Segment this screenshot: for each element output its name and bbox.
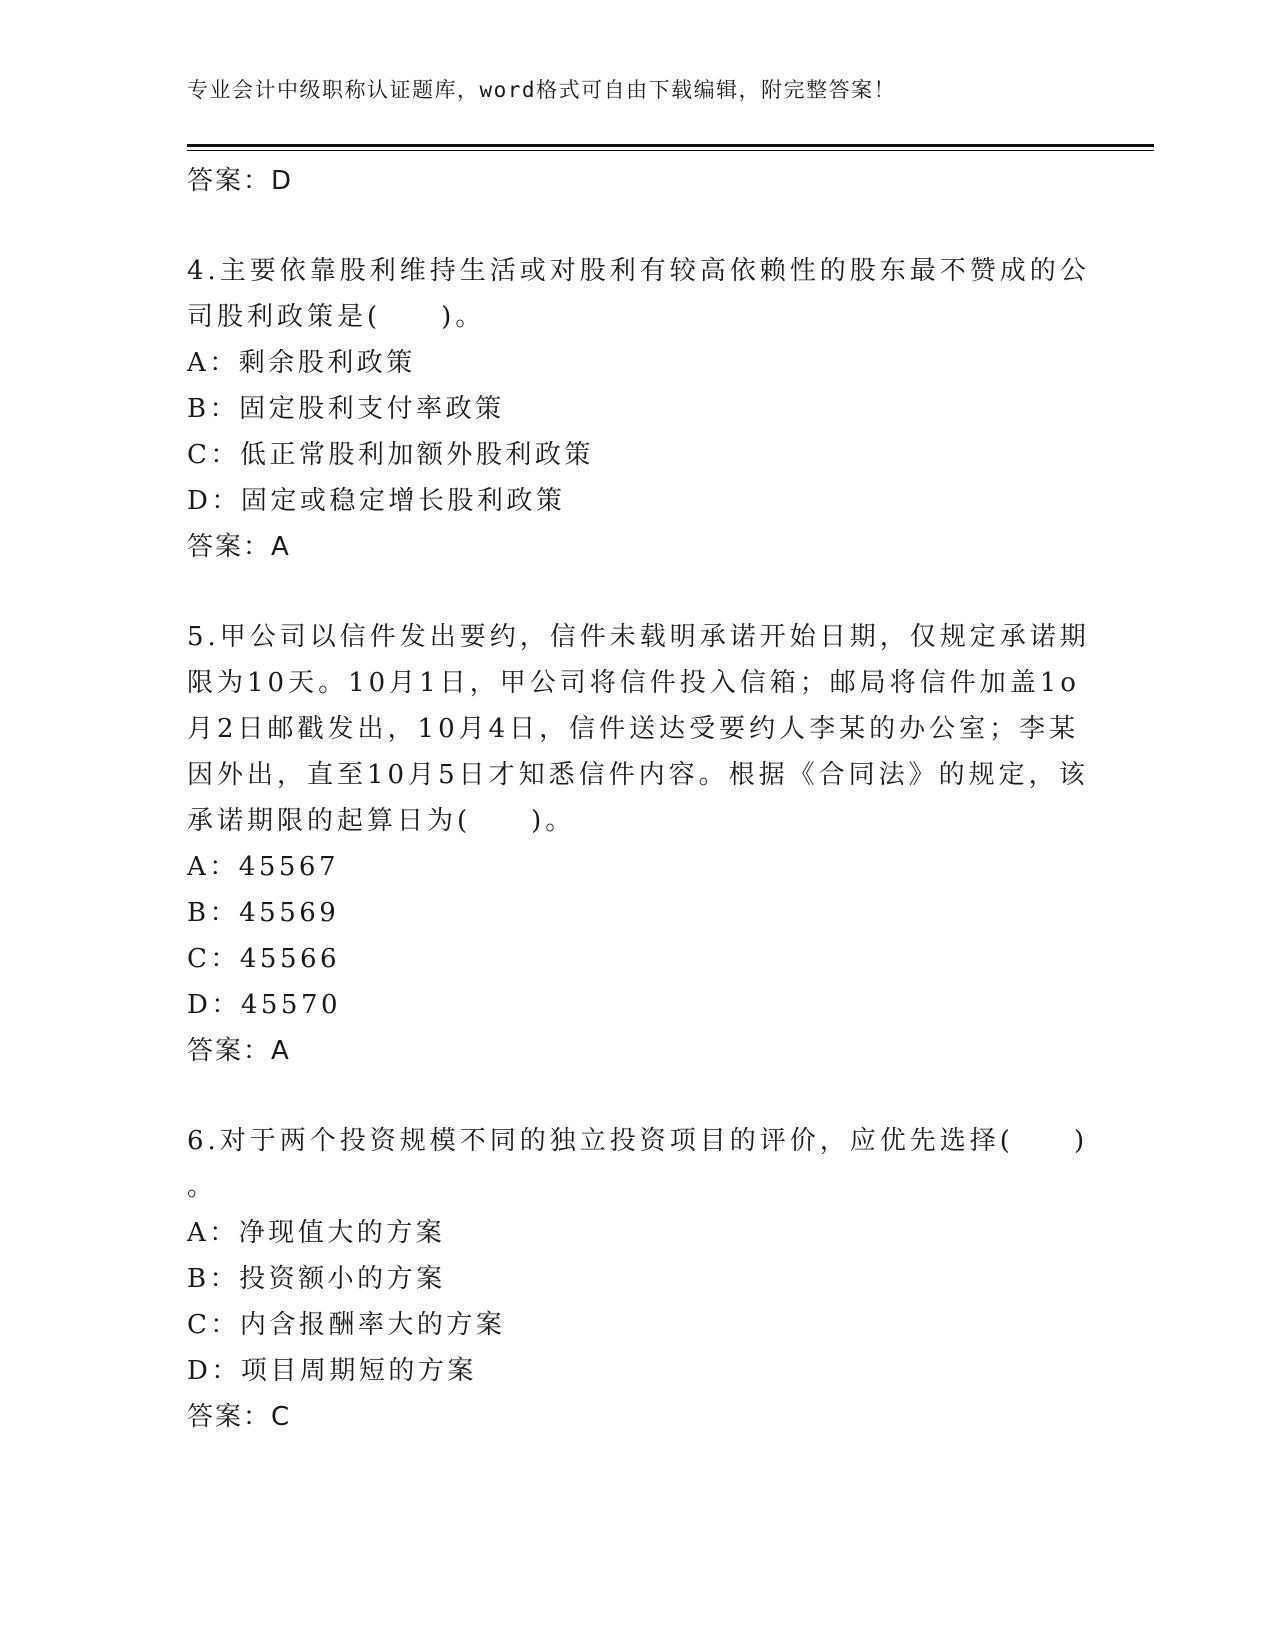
question-text-line: 月2日邮戳发出，10月4日，信件送达受要约人李某的办公室；李某 — [187, 714, 1080, 744]
option-d: D：项目周期短的方案 — [187, 1356, 477, 1386]
spacer — [187, 1074, 1107, 1118]
question-text-line: 承诺期限的起算日为( )。 — [187, 806, 576, 836]
header-rule-thick — [187, 144, 1154, 147]
spacer — [187, 570, 1107, 614]
document-content — [187, 158, 1107, 1440]
page-header: 专业会计中级职称认证题库，word格式可自由下载编辑，附完整答案！ — [187, 78, 897, 102]
option-c: C：低正常股利加额外股利政策 — [187, 440, 594, 470]
option-c: C：内含报酬率大的方案 — [187, 1310, 506, 1340]
header-rule-thin — [187, 150, 1154, 151]
question-4 — [187, 248, 1107, 570]
answer-line: 答案：C — [187, 1402, 292, 1432]
question-text-line: 4.主要依靠股利维持生活或对股利有较高依赖性的股东最不赞成的公 — [187, 256, 1090, 286]
question-text-line: 限为10天。10月1日，甲公司将信件投入信箱；邮局将信件加盖1o — [187, 668, 1080, 698]
answer-line: 答案：A — [187, 532, 291, 562]
option-b: B：45569 — [187, 898, 340, 928]
answer-line: 答案：D — [187, 166, 294, 196]
option-d: D：45570 — [187, 990, 342, 1020]
answer-line: 答案：A — [187, 1036, 291, 1066]
spacer — [187, 204, 1107, 248]
option-c: C：45566 — [187, 944, 341, 974]
option-a: A：净现值大的方案 — [187, 1218, 446, 1248]
question-text-line: 6.对于两个投资规模不同的独立投资项目的评价，应优先选择( ) — [187, 1126, 1089, 1156]
question-6 — [187, 1118, 1107, 1440]
question-text-line: 司股利政策是( )。 — [187, 302, 486, 332]
option-d: D：固定或稳定增长股利政策 — [187, 486, 566, 516]
option-a: A：剩余股利政策 — [187, 348, 416, 378]
question-text-line: 。 — [187, 1172, 218, 1202]
question-text-line: 因外出，直至10月5日才知悉信件内容。根据《合同法》的规定，该 — [187, 760, 1089, 790]
option-b: B：投资额小的方案 — [187, 1264, 446, 1294]
option-b: B：固定股利支付率政策 — [187, 394, 505, 424]
question-5 — [187, 614, 1107, 1074]
question-text-line: 5.甲公司以信件发出要约，信件未载明承诺开始日期，仅规定承诺期 — [187, 622, 1090, 652]
option-a: A：45567 — [187, 852, 339, 882]
